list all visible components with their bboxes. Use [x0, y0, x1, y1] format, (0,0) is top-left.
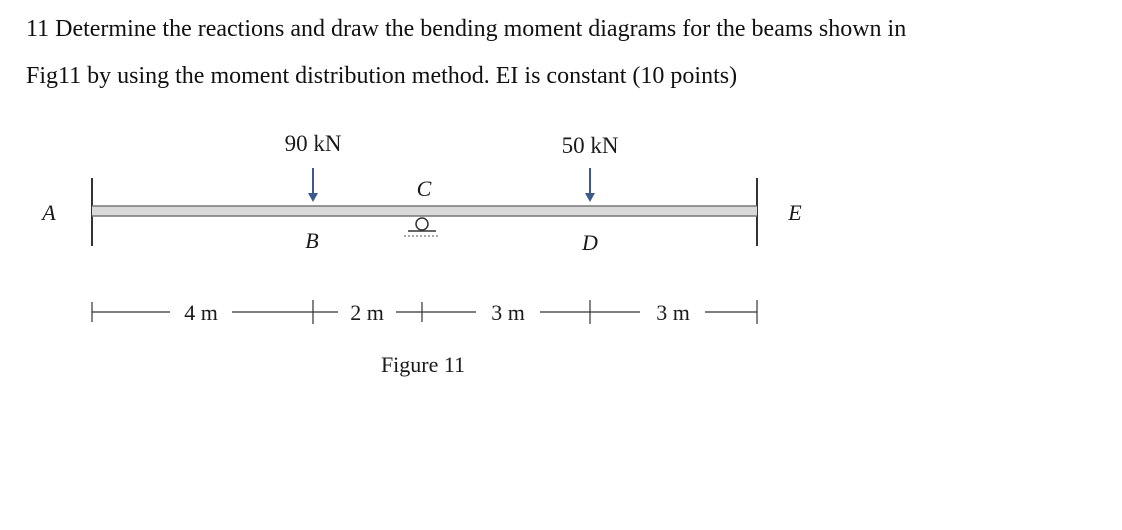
point-label-d: D [582, 230, 598, 255]
load-arrow-d [585, 168, 595, 202]
point-label-a: A [42, 200, 56, 225]
beam [92, 206, 757, 216]
roller-support-c [404, 218, 440, 236]
load-label-d: 50 kN [561, 133, 619, 158]
dimension-label-bc: 2 m [350, 300, 384, 325]
point-label-b: B [305, 228, 319, 253]
dimension-label-de: 3 m [656, 300, 690, 325]
figure-caption: Figure 11 [380, 352, 466, 377]
load-label-b: 90 kN [284, 131, 342, 156]
problem-line-1: 11 Determine the reactions and draw the bending moment diagrams for the beams shown in [26, 16, 907, 42]
point-label-c: C [416, 176, 432, 201]
load-arrow-b [308, 168, 318, 202]
dimension-label-cd: 3 m [491, 300, 525, 325]
point-label-e: E [788, 200, 802, 225]
problem-line-2: Fig11 by using the moment distribution method. EI is constant (10 points) [26, 63, 738, 89]
dimension-label-ab: 4 m [184, 300, 218, 325]
